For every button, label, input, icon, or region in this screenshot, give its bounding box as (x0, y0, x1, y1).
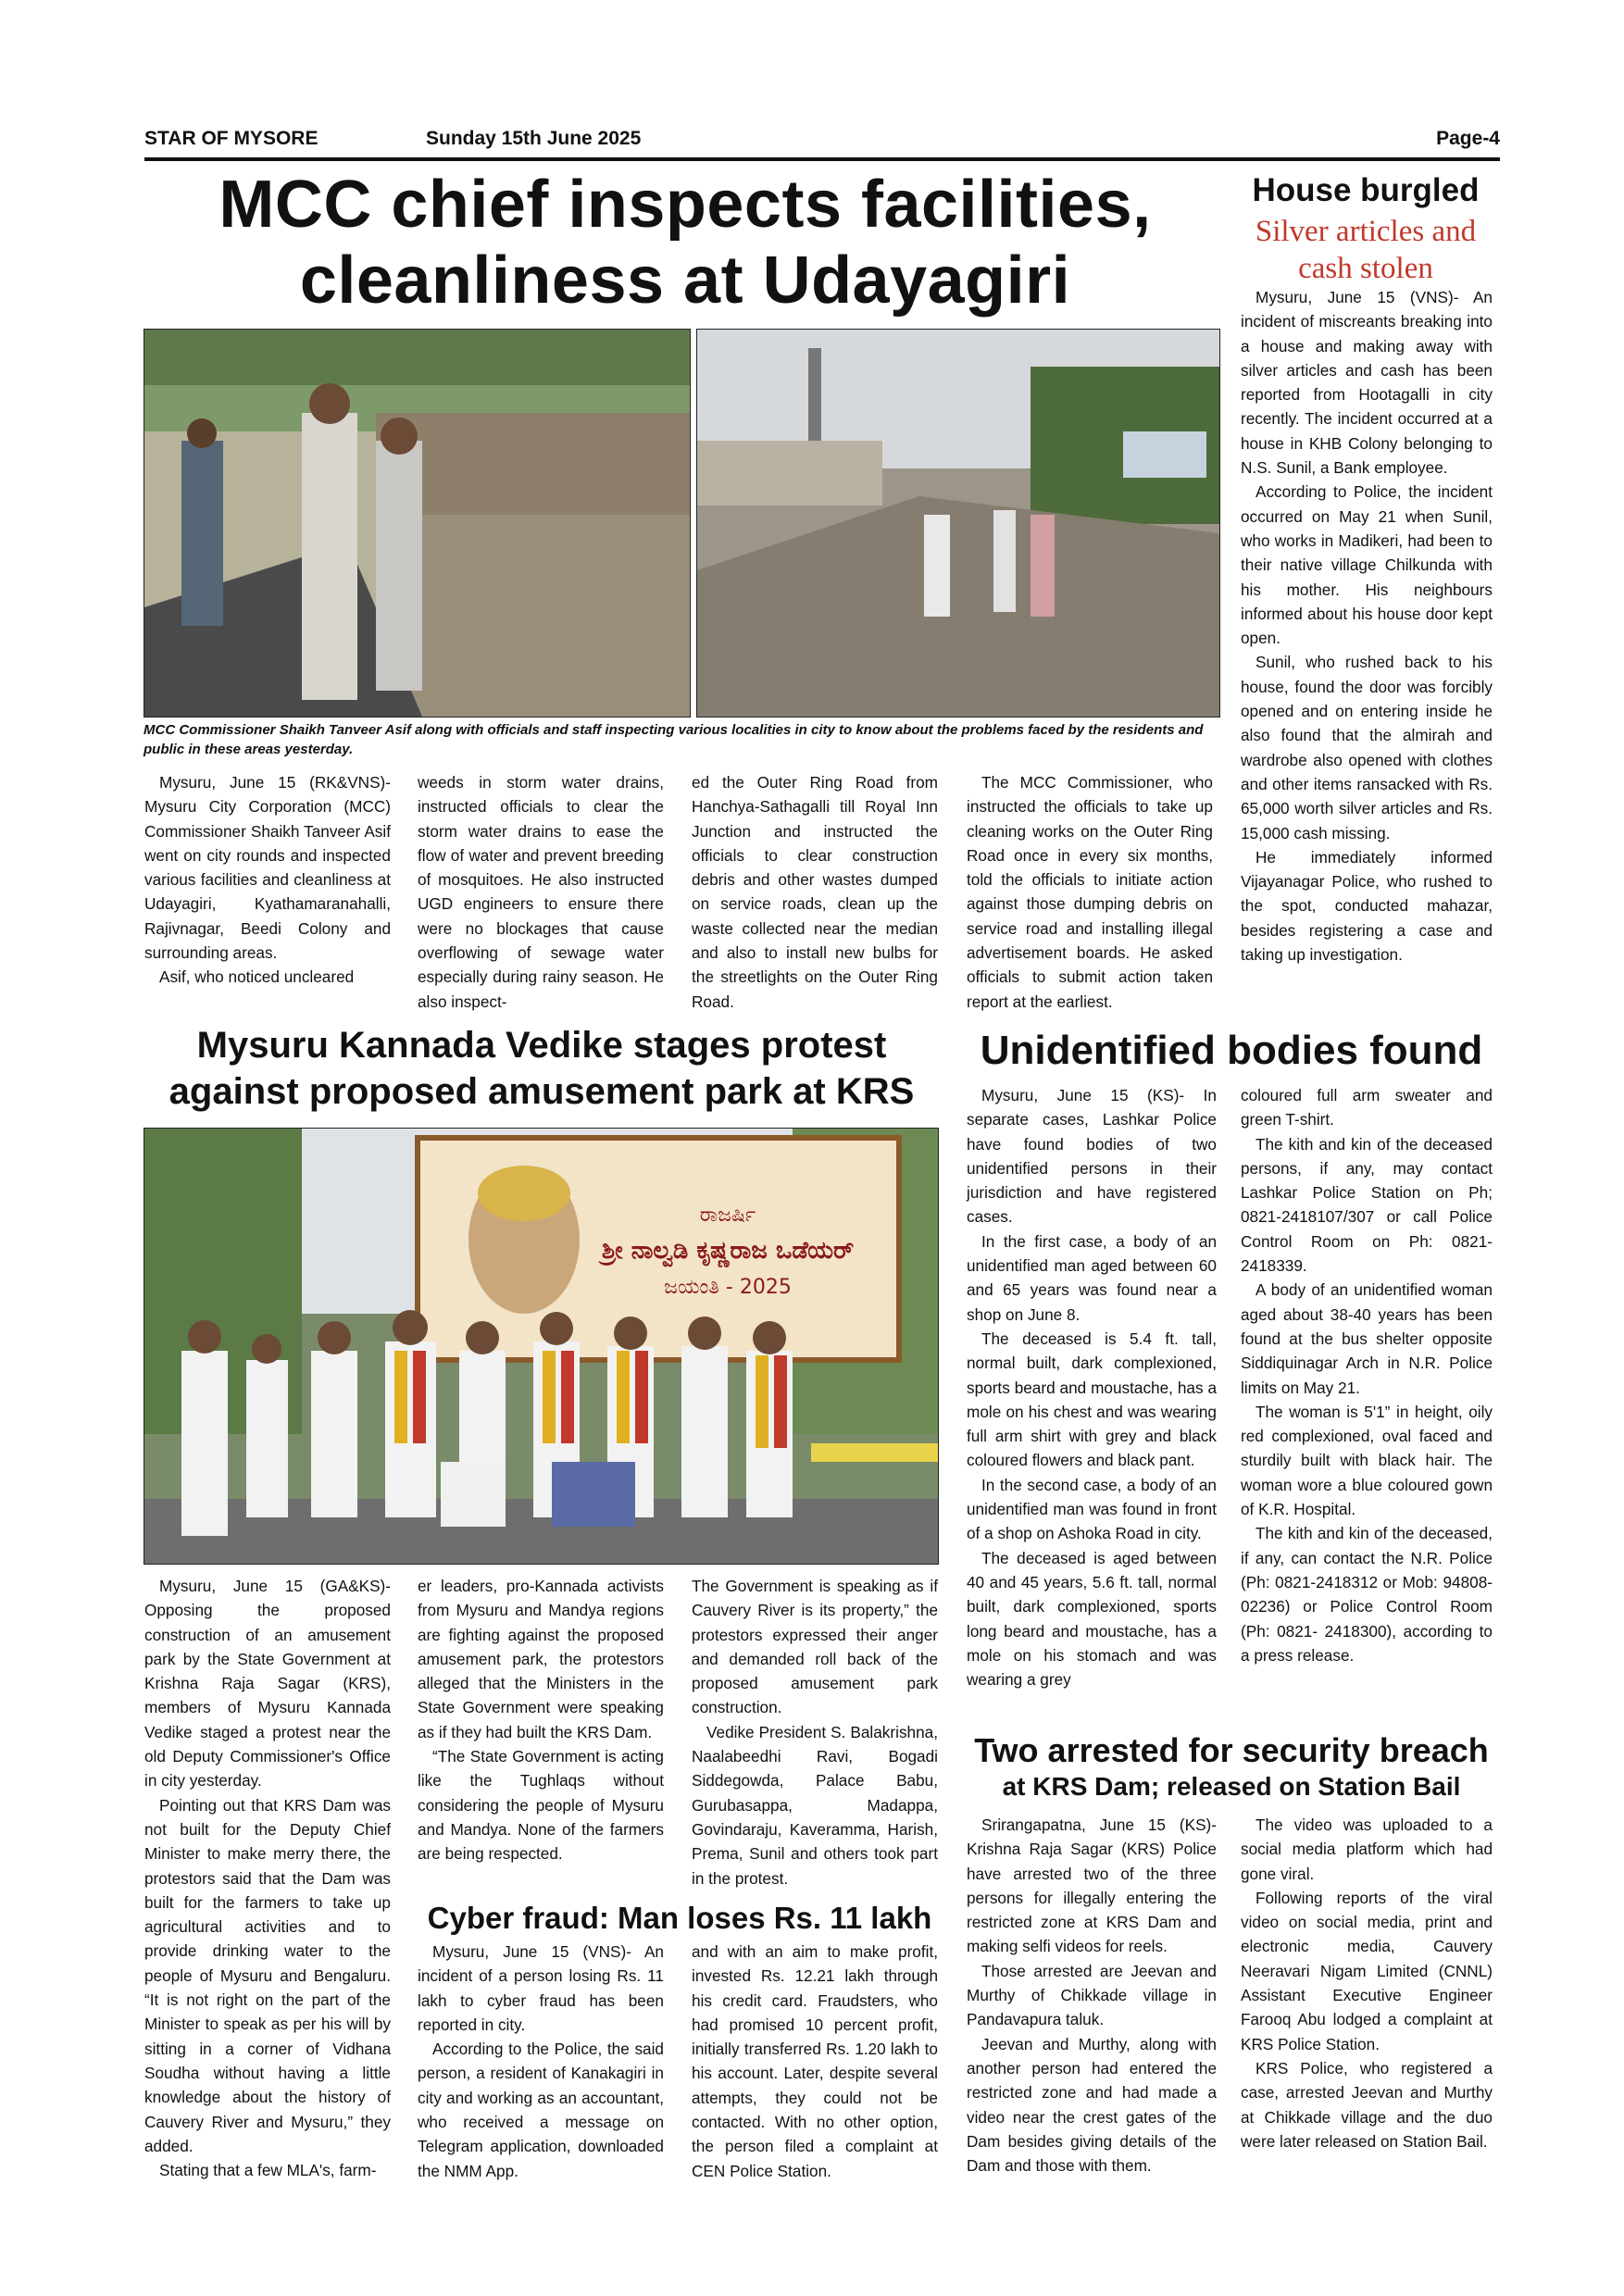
story3-col3-para: The Government is speaking as if Cauvery River is its property,” the protestors expressed their anger and demanded roll back of the proposed amusement park construction. (692, 1577, 938, 1717)
story5-col2-para: coloured full arm sweater and green T-shirt. (1241, 1086, 1493, 1129)
story2-headline: House burgled (1252, 172, 1480, 208)
masthead (144, 128, 1500, 156)
story3-headline (139, 1022, 944, 1115)
story2-para: Mysuru, June 15 (VNS)- An incident of miscreants breaking into a house and making away with silver articles and cash has been reported from Hootagalli in city recently. The incident occurred at a house in KHB Colony belonging to N.S. Sunil, a Bank employee. (1241, 288, 1493, 478)
story1-photo-right (696, 329, 1220, 718)
story5-column-1 (967, 1083, 1217, 1691)
story4-col1-para: According to the Police, the said person, a resident of Kanakagiri in city and working as an accountant, who received a message on Telegram application, downloaded the NMM App. (418, 2040, 664, 2180)
story3-col3-para: Vedike President S. Balakrishna, Naalabeedhi Ravi, Bogadi Siddegowda, Palace Babu, Gurubasappa, Madappa, Govindaraju, Kaveramma, Harish, Prema, Sunil and others took part in the protest. (692, 1722, 938, 1888)
story5-col1-para: In the second case, a body of an unidentified man was found in front of a shop on Ashoka Road in city. (967, 1475, 1217, 1543)
story3-column-2 (418, 1574, 664, 1866)
story5-col1-para: Mysuru, June 15 (KS)- In separate cases, Lashkar Police have found bodies of two unidentified persons in their jurisdiction and have registered cases. (967, 1086, 1217, 1227)
story4-column-1 (418, 1940, 664, 2183)
story1-caption: MCC Commissioner Shaikh Tanveer Asif along with officials and staff inspecting various localities in city to know about the problems faced by the residents and public in these areas yesterday. (144, 722, 1204, 757)
story6-headline-line2: at KRS Dam; released on Station Bail (1002, 1772, 1461, 1801)
story3-protest-photo (144, 1128, 939, 1565)
banner-text-name: ಶ್ರೀ ನಾಲ್ವಡಿ ಕೃಷ್ಣರಾಜ ಒಡೆಯರ್ (601, 1237, 855, 1265)
story1-column-2 (418, 770, 664, 1014)
story6-col1-para: Srirangapatna, June 15 (KS)- Krishna Raja Sagar (KRS) Police have arrested two of the three persons for illegally entering the restricted zone at KRS Dam and making selfi videos for reels. (967, 1816, 1217, 1956)
story3-headline-line1: Mysuru Kannada Vedike stages protest (196, 1025, 887, 1066)
story1-column-3 (692, 770, 938, 1014)
story5-col2-para: The kith and kin of the deceased persons, if any, may contact Lashkar Police Station on Ph; 0821-2418107/307 or call Police Control Room on Ph: 0821-2418339. (1241, 1134, 1493, 1276)
story5-headline: Unidentified bodies found (980, 1028, 1483, 1073)
story3-column-1 (144, 1574, 391, 2182)
story1-headline (139, 167, 1231, 318)
banner-text-sub: ಜಯಂತಿ - 2025 (664, 1276, 792, 1299)
story5-col1-para: In the first case, a body of an unidentified man aged between 60 and 65 years was found near a shop on June 8. (967, 1231, 1217, 1324)
masthead-rule (144, 157, 1500, 161)
story6-headline (963, 1731, 1500, 1803)
story3-col2-para: “The State Government is acting like the Tughlaqs without considering the people of Mysuru and Mandya. None of the farmers are being respected. (418, 1747, 664, 1864)
story6-column-2 (1241, 1813, 1493, 2153)
story1-headline-line2: cleanliness at Udayagiri (299, 243, 1071, 318)
story1-photo-left (144, 329, 691, 718)
story1-column-4 (967, 770, 1213, 1014)
story1-col1-para: Mysuru, June 15 (RK&VNS)- Mysuru City Corporation (MCC) Commissioner Shaikh Tanveer Asif went on city rounds and inspected various facilities and cleanliness at Udayagiri, Kyathamaranahalli, Rajivnagar, Beedi Colony and surrounding areas. (144, 773, 391, 963)
story3-col1-para: Pointing out that KRS Dam was not built for the Deputy Chief Minister to make merry there, the protestors said that the Dam was built for the farmers to take up agricultural activities and to provide drinking water to the people of Mysuru and Bengaluru. “It is not right on the part of the Minister to speak as per his will by sitting in a corner of Vidhana Soudha without having a little knowledge about the history of Cauvery River and Mysuru,” they added. (144, 1795, 391, 2155)
story2-para: According to Police, the incident occurred on May 21 when Sunil, who works in Madikeri, had been to their native village Chilkunda with his mother. His neighbours informed about his house door kept open. (1241, 482, 1493, 648)
banner-text-top: ರಾಜರ್ಷಿ (699, 1204, 756, 1227)
story1-col1-para: Asif, who noticed uncleared (159, 967, 355, 987)
story2-para: He immediately informed Vijayanagar Police, who rushed to the spot, conducted mahazar, besides registering a case and taking up investigation. (1241, 847, 1493, 965)
story5-column-2 (1241, 1083, 1493, 1667)
story5-col2-para: The kith and kin of the deceased, if any, can contact the N.R. Police (Ph: 0821-2418312 or Mob: 94808-02236) or Police Control Room (Ph: 0821- 2418300), according to a press release. (1241, 1524, 1493, 1665)
story5-col2-para: A body of an unidentified woman aged about 38-40 years has been found at the bus shelter opposite Siddiquinagar Arch in N.R. Police limits on May 21. (1241, 1280, 1493, 1397)
story4-col1-para: Mysuru, June 15 (VNS)- An incident of a person losing Rs. 11 lakh to cyber fraud has been reported in city. (418, 1942, 664, 2034)
story6-headline-line1: Two arrested for security breach (974, 1731, 1489, 1769)
issue-date: Sunday 15th June 2025 (426, 128, 642, 149)
story5-col2-para: The woman is 5'1” in height, oily red complexioned, oval faced and sturdily built with black hair. The woman wore a blue coloured gown of K.R. Hospital. (1241, 1402, 1493, 1519)
story5-col1-para: The deceased is 5.4 ft. tall, normal built, dark complexioned, sports beard and moustache, has a mole on his chest and was wearing full arm shirt with grey and black coloured flowers and black pant. (967, 1329, 1217, 1470)
story2-body (1241, 285, 1493, 967)
story1-headline-line1: MCC chief inspects facilities, (219, 168, 1152, 242)
story6-col2-para: KRS Police, who registered a case, arrested Jeevan and Murthy at Chikkade village and the duo were later released on Station Bail. (1241, 2058, 1493, 2151)
story5-col1-para: The deceased is aged between 40 and 45 years, 5.6 ft. tall, normal built, dark complexioned, sports long beard and moustache, has a mole on his stomach and was wearing a grey (967, 1548, 1217, 1690)
story6-column-1 (967, 1813, 1217, 2177)
story3-col1-para: Mysuru, June 15 (GA&KS)- Opposing the proposed construction of an amusement park by the State Government at Krishna Raja Sagar (KRS), members of Mysuru Kannada Vedike staged a protest near the old Deputy Commissioner's Office in city yesterday. (144, 1577, 391, 1791)
story1-col2-para: weeds in storm water drains, instructed officials to clear the storm water drains to ease the flow of water and prevent breeding of mosquitoes. He also instructed UGD engineers to ensure there were no blockages that cause overflowing of sewage water especially during rainy season. He also inspect- (418, 773, 664, 1011)
story6-col2-para: Following reports of the viral video on social media, print and electronic media, Cauvery Neeravari Nigam Limited (CNNL) Assistant Executive Engineer Farooq Abu lodged a complaint at KRS Police Station. (1241, 1888, 1493, 2053)
story6-col2-para: The video was uploaded to a social media platform which had gone viral. (1241, 1816, 1493, 1883)
story1-col4-para: The MCC Commissioner, who instructed the officials to take up cleaning works on the Outer Ring Road once in every six months, told the officials to initiate action against those dumping debris on service road and installing illegal advertisement boards. He asked officials to submit action taken report at the earliest. (967, 773, 1213, 1011)
story1-col3-para: ed the Outer Ring Road from Hanchya-Sathagalli till Royal Inn Junction and instructed the officials to clear construction debris and other wastes dumped on service roads, clean up the waste collected near the median and also to install new bulbs for the streetlights on the Outer Ring Road. (692, 773, 938, 1011)
story3-col2-para: er leaders, pro-Kannada activists from Mysuru and Mandya regions are fighting against the proposed amusement park, the protestors alleged that the Ministers in the State Government were speaking as if they had built the KRS Dam. (418, 1577, 664, 1741)
story4-headline: Cyber fraud: Man loses Rs. 11 lakh (427, 1901, 932, 1935)
story3-column-3 (692, 1574, 938, 1890)
story3-headline-line2: against proposed amusement park at KRS (169, 1071, 915, 1112)
page-number: Page-4 (1436, 128, 1500, 149)
story6-col1-para: Those arrested are Jeevan and Murthy of Chikkade village in Pandavapura taluk. (967, 1961, 1217, 2029)
publication-name: STAR OF MYSORE (144, 128, 319, 149)
story1-column-1 (144, 770, 391, 990)
story4-col2-para: and with an aim to make profit, invested Rs. 12.21 lakh through his credit card. Fraudsters, who had promised 10 percent profit, initially transferred Rs. 1.20 lakh to his account. Later, despite several attempts, they could not be contacted. With no other option, the person filed a complaint at CEN Police Station. (692, 1942, 938, 2180)
story2-subhead: Silver articles and cash stolen (1255, 215, 1477, 285)
story6-col1-para: Jeevan and Murthy, along with another person had entered the restricted zone and had made a video near the crest gates of the Dam besides giving details of the Dam and those with them. (967, 2034, 1217, 2176)
story3-col1-para: Stating that a few MLA's, farm- (159, 2161, 377, 2180)
story4-column-2 (692, 1940, 938, 2183)
story2-para: Sunil, who rushed back to his house, found the door was forcibly opened and on entering inside he also found that the almirah and wardrobe also opened with clothes and other items ransacked with Rs. 65,000 worth silver articles and Rs. 15,000 cash missing. (1241, 653, 1493, 842)
